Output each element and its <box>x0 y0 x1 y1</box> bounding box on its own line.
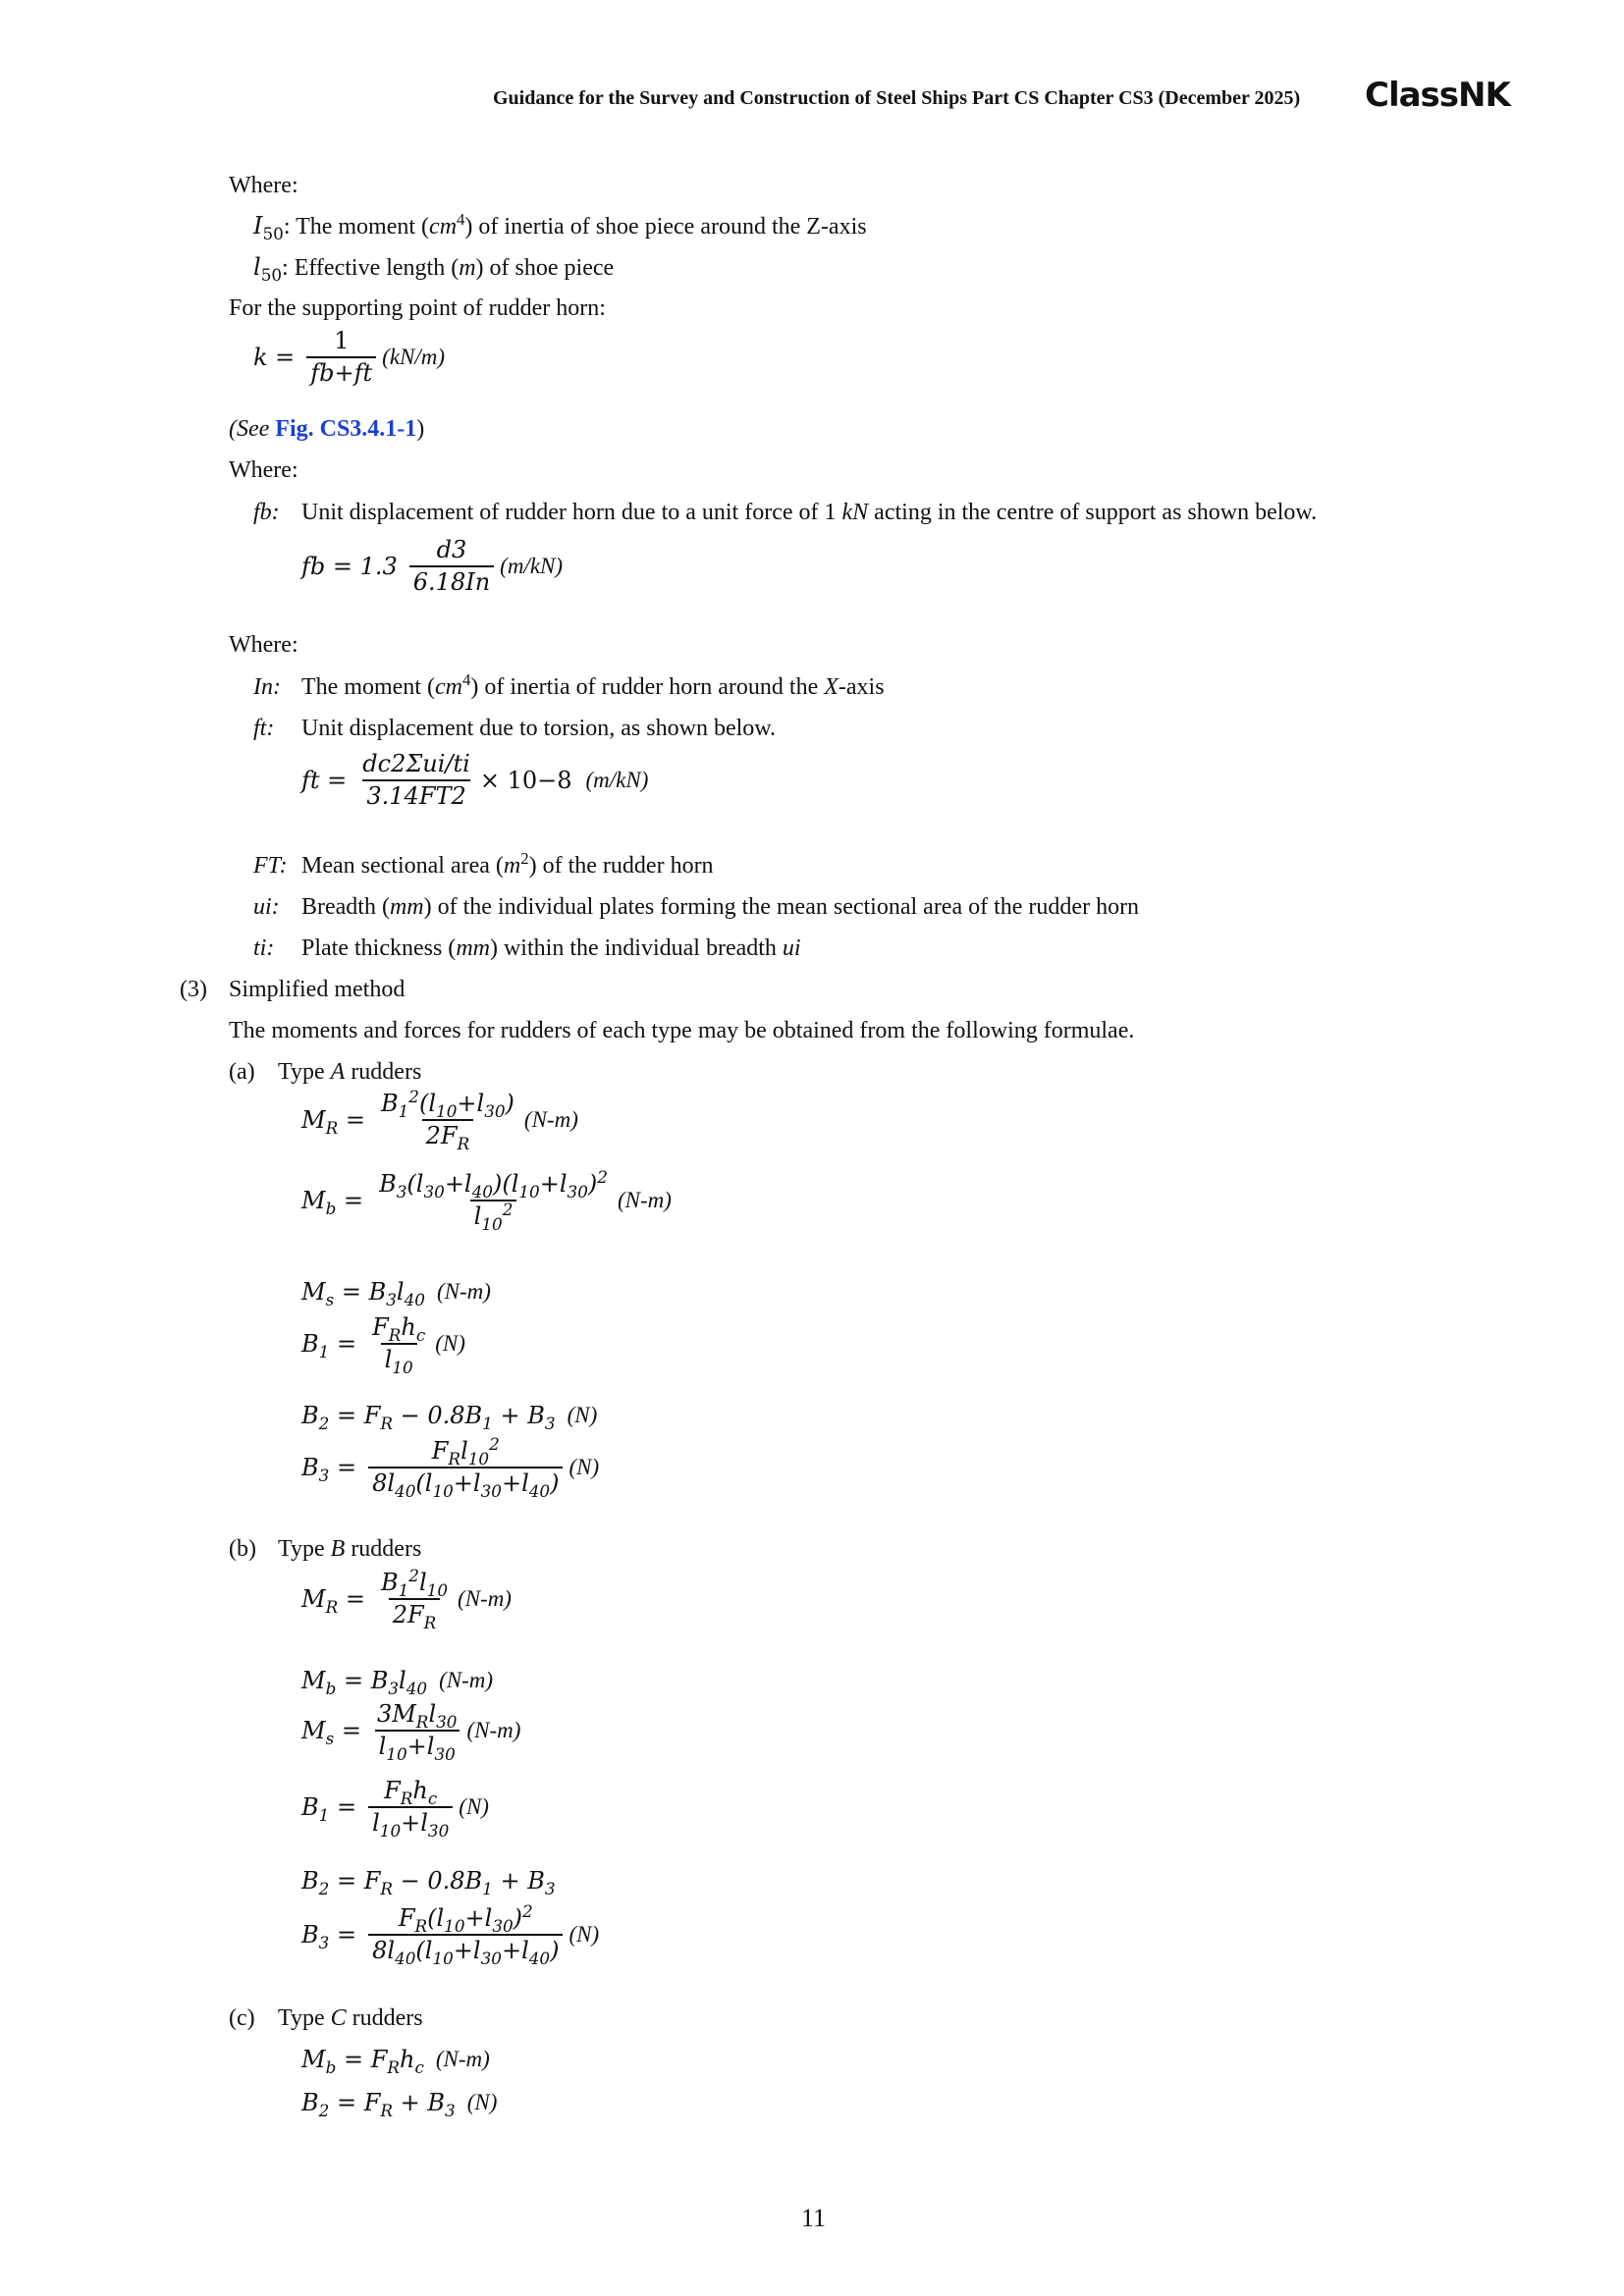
c-mb-unit: (N-m) <box>435 2047 490 2071</box>
see-close: ) <box>416 416 425 442</box>
ui-desc-a: Breadth ( <box>301 894 390 920</box>
FT-label: FT: <box>253 853 288 879</box>
a-b3-denominator: $8l_{40}(l_{10}+l_{30}+l_{40})$ <box>368 1467 563 1496</box>
type-b-label: (b) <box>229 1536 256 1562</box>
where-label: Where: <box>229 173 298 198</box>
FT-desc-unit: m <box>503 853 521 879</box>
ft-fraction <box>358 752 474 809</box>
i50-unit: cm <box>429 214 458 240</box>
ft-equation <box>301 752 648 809</box>
page-number: 11 <box>801 2204 827 2232</box>
a-b3-unit: (N) <box>568 1455 600 1480</box>
type-c-title-var: C <box>330 2005 347 2031</box>
a-mb-fraction <box>375 1167 612 1234</box>
ti-label: ti: <box>253 935 275 961</box>
type-b-title-b: rudders <box>345 1536 422 1562</box>
i50-text-a: : The moment ( <box>283 214 430 240</box>
b-mr-denominator: $2F_R$ <box>389 1598 441 1628</box>
ft-unit: (m/kN) <box>585 768 649 793</box>
b-mb-unit: (N-m) <box>439 1668 494 1692</box>
c-mb-equation <box>301 2046 490 2077</box>
fb-description <box>301 501 1317 524</box>
i50-subscript: 50 <box>262 223 284 243</box>
ui-desc-b: ) of the individual plates forming the mean sectional area of the rudder horn <box>423 894 1140 920</box>
in-desc-a: The moment ( <box>301 674 435 700</box>
k-unit: (kN/m) <box>382 345 446 370</box>
a-ms-equation <box>301 1278 491 1309</box>
b-b2-formula: $B_2 = F_R - 0.8B_1 + B_3$ <box>301 1867 556 1898</box>
in-desc-axis: X <box>824 674 839 700</box>
b-mb-equation <box>301 1667 494 1698</box>
b-b1-denominator: $l_{10}+l_{30}$ <box>368 1806 453 1836</box>
section-title: Simplified method <box>229 977 406 1002</box>
b-ms-fraction <box>373 1700 461 1764</box>
k-lhs: k = <box>253 344 296 372</box>
FT-desc-a: Mean sectional area ( <box>301 853 504 879</box>
a-mr-unit: (N-m) <box>523 1107 578 1133</box>
in-desc-exp: 4 <box>461 670 471 689</box>
ti-desc-unit: mm <box>456 935 490 961</box>
a-mr-numerator: $B_1^2(l_{10}+l_{30})$ <box>380 1087 514 1121</box>
see-open: (See <box>229 416 276 442</box>
a-mr-fraction <box>377 1087 518 1153</box>
l50-unit: m <box>459 255 476 281</box>
type-b-title <box>278 1537 421 1561</box>
a-mb-lhs: $M_b$ = <box>301 1187 364 1218</box>
b-ms-equation <box>301 1700 521 1764</box>
a-b1-equation <box>301 1313 465 1377</box>
fb-desc-unit: kN <box>841 500 869 525</box>
in-desc-b: ) of inertia of rudder horn around the <box>470 674 825 700</box>
running-header: Guidance for the Survey and Construction of Steel Ships Part CS Chapter CS3 (December 2025) <box>493 87 1301 109</box>
a-mb-equation <box>301 1167 672 1234</box>
a-mb-unit: (N-m) <box>617 1188 672 1213</box>
ft-multiplier: × 10−8 <box>479 767 572 795</box>
ti-desc-var: ui <box>782 935 801 961</box>
b-b3-fraction <box>368 1901 563 1968</box>
see-figure-reference <box>229 417 424 441</box>
classnk-logo: ClassNK <box>1365 76 1510 115</box>
a-b2-unit: (N) <box>567 1403 598 1427</box>
fb-equation <box>301 538 563 595</box>
b-ms-denominator: $l_{10}+l_{30}$ <box>375 1730 460 1759</box>
a-b2-equation <box>301 1402 598 1433</box>
a-b3-fraction <box>368 1434 563 1501</box>
b-mr-lhs: $M_R$ = <box>301 1585 365 1617</box>
ti-desc-a: Plate thickness ( <box>301 935 457 961</box>
i50-text-b: ) of inertia of shoe piece around the Z-axis <box>464 214 867 240</box>
b-ms-numerator: $3M_Rl_{30}$ <box>376 1700 458 1732</box>
b-mr-equation <box>301 1566 512 1632</box>
a-mr-denominator: $2F_R$ <box>422 1119 474 1148</box>
fb-desc-a: Unit displacement of rudder horn due to a unit force of 1 <box>301 500 842 525</box>
a-b1-lhs: $B_1$ = <box>301 1330 357 1362</box>
FT-desc-exp: 2 <box>520 849 529 868</box>
a-b3-equation <box>301 1434 600 1501</box>
b-b3-lhs: $B_3$ = <box>301 1921 357 1952</box>
c-b2-formula: $B_2 = F_R + B_3$ <box>301 2089 456 2120</box>
b-mr-fraction <box>377 1566 452 1632</box>
b-ms-lhs: $M_s$ = <box>301 1717 361 1748</box>
type-b-title-var: B <box>330 1536 346 1562</box>
b-b3-equation <box>301 1901 600 1968</box>
ui-desc-unit: mm <box>389 894 424 920</box>
type-a-title-var: A <box>330 1059 346 1085</box>
type-a-title-a: Type <box>278 1059 331 1085</box>
l50-symbol: l <box>253 253 261 281</box>
type-c-label: (c) <box>229 2005 255 2031</box>
ft-numerator: dc2Σui/ti <box>362 750 470 777</box>
def-i50 <box>253 210 867 243</box>
ft-lhs: ft = <box>301 767 348 795</box>
a-b1-numerator: $F_Rh_c$ <box>372 1313 426 1345</box>
fb-denominator: 6.18In <box>409 565 494 595</box>
def-l50 <box>253 253 615 285</box>
b-b1-fraction <box>368 1777 453 1841</box>
b-ms-unit: (N-m) <box>466 1718 521 1743</box>
ui-description <box>301 895 1139 919</box>
b-b3-unit: (N) <box>568 1922 600 1948</box>
a-ms-formula: $M_s = B_3l_{40}$ <box>301 1278 425 1309</box>
ui-label: ui: <box>253 894 280 920</box>
section-intro: The moments and forces for rudders of each type may be obtained from the following formulae. <box>229 1018 1135 1043</box>
type-a-label: (a) <box>229 1059 255 1085</box>
a-b1-denominator: $l_{10}$ <box>381 1343 417 1372</box>
b-mb-formula: $M_b = B_3l_{40}$ <box>301 1667 428 1698</box>
a-mr-equation <box>301 1087 578 1153</box>
in-desc-unit: cm <box>434 674 462 700</box>
type-a-title <box>278 1060 421 1084</box>
b-mr-unit: (N-m) <box>458 1586 512 1612</box>
a-b1-fraction <box>368 1313 429 1377</box>
l50-text-a: : Effective length ( <box>282 255 460 281</box>
a-b3-lhs: $B_3$ = <box>301 1454 357 1485</box>
section-number: (3) <box>180 977 207 1002</box>
ti-description <box>301 936 801 960</box>
fb-unit: (m/kN) <box>500 554 564 579</box>
horn-intro: For the supporting point of rudder horn: <box>229 295 606 321</box>
in-label: In: <box>253 674 281 700</box>
ti-desc-b: ) within the individual breadth <box>489 935 783 961</box>
ft-description: Unit displacement due to torsion, as shown below. <box>301 716 777 741</box>
b-b3-denominator: $8l_{40}(l_{10}+l_{30}+l_{40})$ <box>368 1934 563 1963</box>
figure-link[interactable]: Fig. CS3.4.1-1 <box>275 416 417 442</box>
b-b2-equation <box>301 1867 562 1898</box>
where-label-2: Where: <box>229 457 298 483</box>
ft-label: ft: <box>253 716 275 741</box>
l50-subscript: 50 <box>260 264 283 285</box>
a-b2-formula: $B_2 = F_R - 0.8B_1 + B_3$ <box>301 1402 556 1433</box>
a-b1-unit: (N) <box>435 1331 465 1357</box>
in-desc-c: -axis <box>838 674 885 700</box>
b-b1-lhs: $B_1$ = <box>301 1793 357 1825</box>
a-b3-numerator: $F_Rl_{10}^2$ <box>431 1434 500 1468</box>
k-denominator: fb+ft <box>306 356 376 386</box>
k-numerator: 1 <box>334 327 350 354</box>
a-ms-unit: (N-m) <box>436 1279 491 1304</box>
k-equation <box>253 329 445 386</box>
type-c-title-b: rudders <box>346 2005 423 2031</box>
i50-symbol: I <box>253 212 263 240</box>
type-c-title-a: Type <box>278 2005 331 2031</box>
in-description <box>301 670 885 700</box>
i50-unit-exp: 4 <box>457 210 465 229</box>
c-mb-formula: $M_b = F_Rh_c$ <box>301 2046 424 2077</box>
fb-lhs: fb = 1.3 <box>301 553 398 581</box>
fb-label: fb: <box>253 500 280 525</box>
ft-denominator: 3.14FT2 <box>362 779 469 809</box>
c-b2-unit: (N) <box>466 2090 498 2114</box>
b-b3-numerator: $F_R(l_{10}+l_{30})^2$ <box>398 1901 533 1936</box>
k-fraction <box>306 329 376 386</box>
type-c-title <box>278 2006 423 2030</box>
b-b1-unit: (N) <box>459 1794 489 1820</box>
l50-text-b: ) of shoe piece <box>475 255 615 281</box>
c-b2-equation <box>301 2089 498 2120</box>
fb-fraction <box>409 538 494 595</box>
FT-desc-b: ) of the rudder horn <box>528 853 714 879</box>
a-mb-numerator: $B_3(l_{30}+l_{40})(l_{10}+l_{30})^2$ <box>379 1167 608 1201</box>
a-mb-denominator: $l_{10}^2$ <box>470 1200 517 1229</box>
fb-desc-b: acting in the centre of support as shown below. <box>868 500 1318 525</box>
where-label-3: Where: <box>229 632 298 658</box>
b-mr-numerator: $B_1^2l_{10}$ <box>380 1566 449 1600</box>
fb-numerator: d3 <box>436 536 467 563</box>
a-mr-lhs: $M_R$ = <box>301 1106 365 1138</box>
type-a-title-b: rudders <box>345 1059 422 1085</box>
b-b1-numerator: $F_Rh_c$ <box>384 1777 438 1808</box>
b-b1-equation <box>301 1777 489 1841</box>
type-b-title-a: Type <box>278 1536 331 1562</box>
FT-description <box>301 849 714 879</box>
